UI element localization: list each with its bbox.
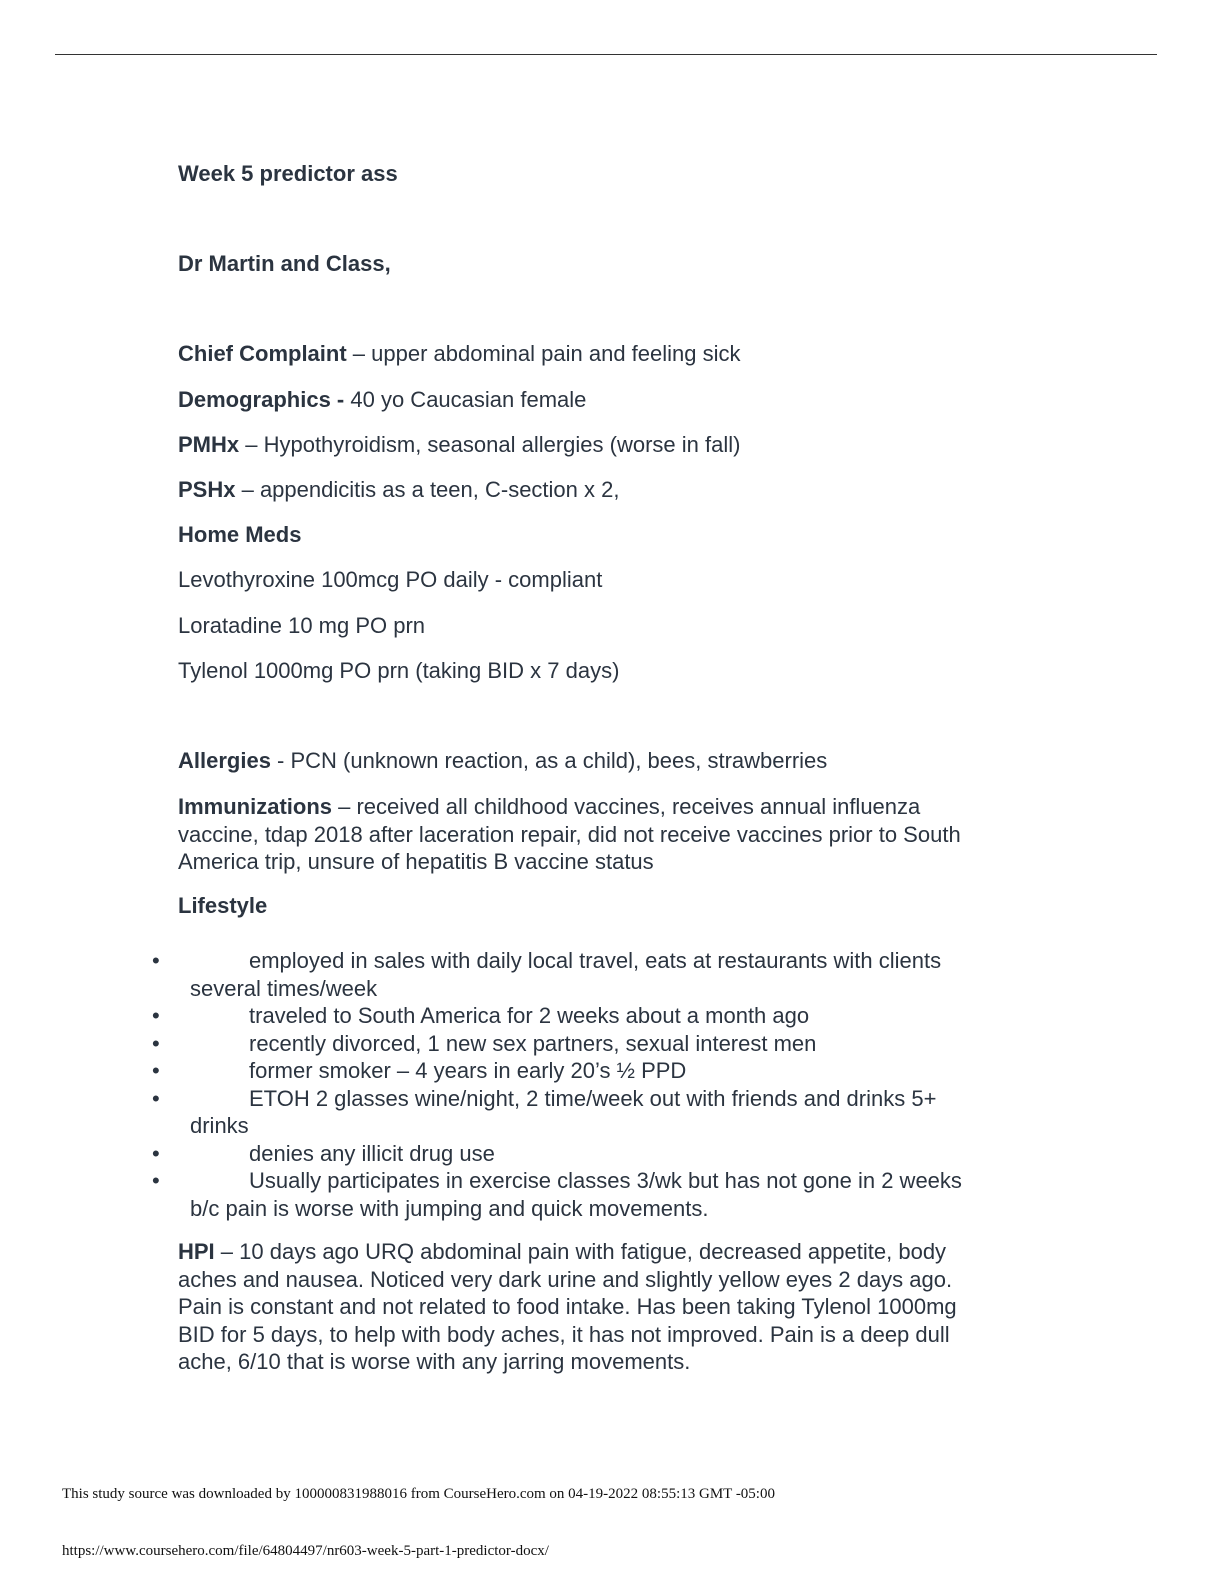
chief-complaint xyxy=(178,340,1038,368)
hpi xyxy=(178,1238,1038,1376)
list-item: • recently divorced, 1 new sex partners, sexual interest men xyxy=(152,1030,817,1056)
pmhx-text: – Hypothyroidism, seasonal allergies (worse in fall) xyxy=(239,432,741,457)
demographics-label: Demographics - xyxy=(178,387,345,412)
allergies-label: Allergies xyxy=(178,748,271,773)
demographics-text: 40 yo Caucasian female xyxy=(344,387,587,412)
home-med-item: Tylenol 1000mg PO prn (taking BID x 7 days) xyxy=(178,658,620,683)
list-item: • ETOH 2 glasses wine/night, 2 time/week out with friends and drinks 5+ drinks xyxy=(152,1085,937,1138)
footer-source: This study source was downloaded by 100000831988016 from CourseHero.com on 04-19-2022 08:55:13 GMT -05:00 xyxy=(62,1486,775,1502)
immunizations-label: Immunizations xyxy=(178,794,333,819)
hpi-line: Pain is constant and not related to food intake. Has been taking Tylenol 1000mg xyxy=(178,1294,957,1319)
lifestyle-list xyxy=(150,947,1030,1222)
immunizations-line: America trip, unsure of hepatitis B vaccine status xyxy=(178,849,654,874)
top-rule xyxy=(55,54,1157,55)
hpi-line: aches and nausea. Noticed very dark urine and slightly yellow eyes 2 days ago. xyxy=(178,1266,953,1292)
immunizations-line: – received all childhood vaccines, receives annual influenza xyxy=(332,794,921,819)
demographics xyxy=(178,386,1038,414)
greeting: Dr Martin and Class, xyxy=(178,251,391,276)
pshx-label: PSHx xyxy=(178,477,236,502)
pmhx xyxy=(178,431,1038,459)
home-meds-heading: Home Meds xyxy=(178,522,302,547)
list-item: • former smoker – 4 years in early 20’s ½ PPD xyxy=(152,1058,687,1083)
chief-complaint-label: Chief Complaint xyxy=(178,341,347,366)
hpi-line: – 10 days ago URQ abdominal pain with fatigue, decreased appetite, body xyxy=(214,1239,947,1264)
list-item: • denies any illicit drug use xyxy=(152,1140,495,1166)
immunizations xyxy=(178,793,1038,876)
hpi-label: HPI xyxy=(178,1239,215,1264)
hpi-line: BID for 5 days, to help with body aches, it has not improved. Pain is a deep dull xyxy=(178,1321,950,1347)
home-med-item: Levothyroxine 100mcg PO daily - compliant xyxy=(178,567,603,592)
allergies-text: - PCN (unknown reaction, as a child), bees, strawberries xyxy=(270,748,828,773)
lifestyle-heading: Lifestyle xyxy=(178,893,268,918)
chief-complaint-text: – upper abdominal pain and feeling sick xyxy=(346,341,741,366)
list-item: • Usually participates in exercise classes 3/wk but has not gone in 2 weeks b/c pain is worse with jumping and quick movements. xyxy=(152,1168,962,1221)
home-med-item: Loratadine 10 mg PO prn xyxy=(178,613,426,638)
pmhx-label: PMHx xyxy=(178,432,240,457)
footer-url[interactable]: https://www.coursehero.com/file/64804497/nr603-week-5-part-1-predictor-docx/ xyxy=(62,1543,549,1559)
immunizations-line: vaccine, tdap 2018 after laceration repair, did not receive vaccines prior to South xyxy=(178,821,961,847)
pshx-text: – appendicitis as a teen, C-section x 2, xyxy=(235,477,620,502)
document-title: Week 5 predictor ass xyxy=(178,161,398,186)
hpi-line: ache, 6/10 that is worse with any jarring movements. xyxy=(178,1349,691,1374)
pshx xyxy=(178,476,1038,504)
allergies xyxy=(178,747,1038,775)
list-item: • employed in sales with daily local travel, eats at restaurants with clients several times/week xyxy=(152,948,942,1001)
list-item: • traveled to South America for 2 weeks about a month ago xyxy=(152,1003,810,1028)
